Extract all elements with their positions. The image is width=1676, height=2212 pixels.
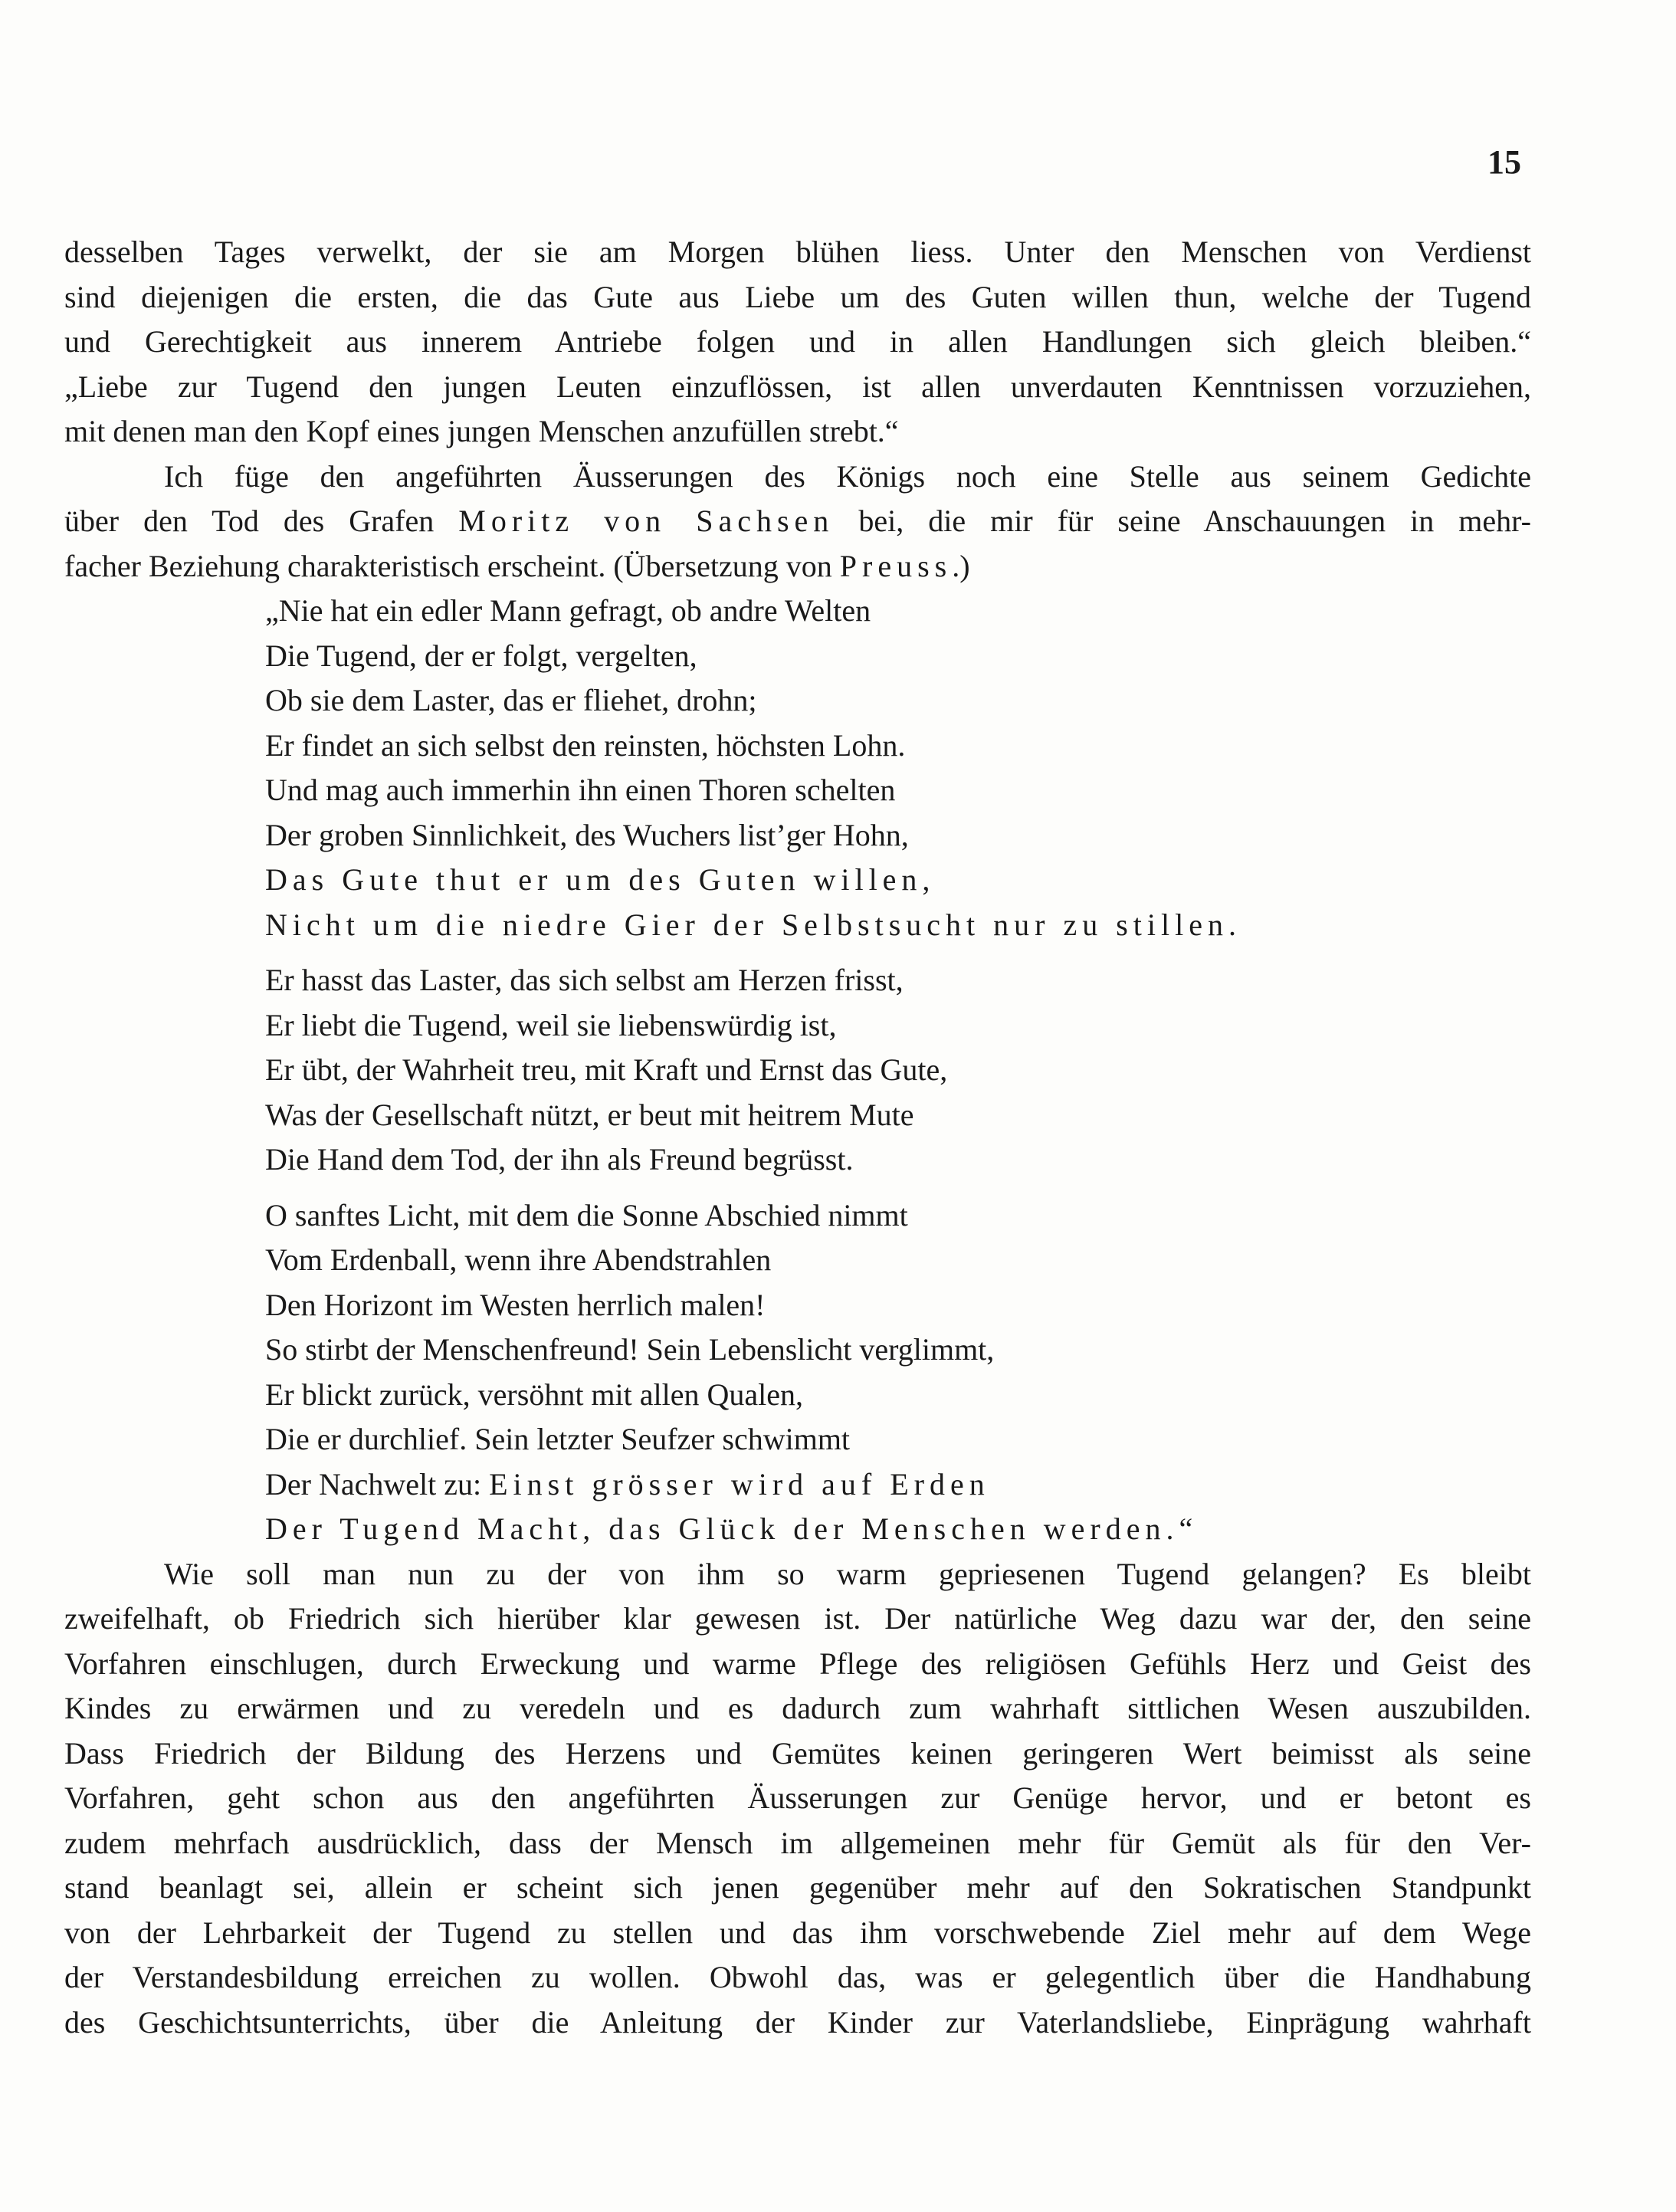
verse-line: Und mag auch immerhin ihn einen Thoren schelten <box>265 773 896 807</box>
text-line: Vorfahren, geht schon aus den angeführten Äusserungen zur Genüge hervor, und er betont es <box>64 1780 1531 1815</box>
text-line: der Verstandesbildung erreichen zu wollen. Obwohl das, was er gelegentlich über die Handhabung <box>64 1960 1531 1994</box>
text-line: Vorfahren einschlugen, durch Erweckung und warme Pflege des religiösen Gefühls Herz und Geist des <box>64 1646 1531 1681</box>
verse-line: Die Tugend, der er folgt, vergelten, <box>265 638 697 673</box>
verse-line: Den Horizont im Westen herrlich malen! <box>265 1287 766 1322</box>
text-line <box>64 544 1531 589</box>
verse-line: Was der Gesellschaft nützt, er beut mit heitrem Mute <box>265 1097 914 1132</box>
paragraph-continuation <box>64 230 1531 455</box>
text-segment: facher Beziehung charakteristisch erscheint. (Übersetzung von <box>64 548 840 583</box>
text-line <box>64 499 1531 544</box>
verse-line: So stirbt der Menschenfreund! Sein Lebenslicht verglimmt, <box>265 1332 995 1367</box>
verse-line: Vom Erdenball, wenn ihre Abendstrahlen <box>265 1242 772 1277</box>
spaced-name: Moritz von Sachsen <box>458 504 835 538</box>
text-line: des Geschichtsunterrichts, über die Anleitung der Kinder zur Vaterlandsliebe, Einprägung wahrhaft <box>64 2004 1531 2040</box>
stanza-gap <box>64 947 1531 958</box>
text-line: Wie soll man nun zu der von ihm so warm gepriesenen Tugend gelangen? Es bleibt <box>164 1556 1531 1591</box>
verse-line: Ob sie dem Laster, das er fliehet, drohn; <box>265 683 757 717</box>
text-line: zudem mehrfach ausdrücklich, dass der Mensch im allgemeinen mehr für Gemüt als für den Ver- <box>64 1825 1531 1860</box>
verse-line: Die er durchlief. Sein letzter Seufzer schwimmt <box>265 1422 851 1456</box>
poem-stanza-2 <box>64 958 1531 1183</box>
text-segment: bei, die mir für seine Anschauungen in mehr- <box>834 504 1532 538</box>
poem-stanza-1 <box>64 589 1531 947</box>
text-line: „Liebe zur Tugend den jungen Leuten einzuflössen, ist allen unverdauten Kenntnissen vorzuziehen, <box>64 369 1531 404</box>
text-line: desselben Tages verwelkt, der sie am Morgen blühen liess. Unter den Menschen von Verdienst <box>64 235 1531 269</box>
spaced-name: Preuss <box>839 548 953 583</box>
verse-line: Er hasst das Laster, das sich selbst am Herzen frisst, <box>265 963 904 997</box>
verse-line <box>265 1462 1531 1508</box>
verse-line: O sanftes Licht, mit dem die Sonne Abschied nimmt <box>265 1197 908 1232</box>
text-line: Ich füge den angeführten Äusserungen des Königs noch eine Stelle aus seinem Gedichte <box>164 458 1531 494</box>
text-line: Kindes zu erwärmen und zu veredeln und es dadurch zum wahrhaft sittlichen Wesen auszubilden. <box>64 1691 1531 1725</box>
spaced-text: Der Tugend Macht, das Glück der Menschen werden. <box>265 1511 1179 1546</box>
paragraph-intro-poem <box>64 455 1531 589</box>
page-body <box>64 230 1531 2045</box>
text-line: stand beanlagt sei, allein er scheint sich jenen gegenüber mehr auf den Sokratischen Standpunkt <box>64 1870 1531 1905</box>
spaced-text: Einst grösser wird auf Erden <box>489 1466 990 1501</box>
page-number: 15 <box>1487 143 1521 181</box>
text-line: zweifelhaft, ob Friedrich sich hierüber klar gewesen ist. Der natürliche Weg dazu war der, den seine <box>64 1601 1531 1636</box>
poem-stanza-3 <box>64 1193 1531 1552</box>
text-segment: Der Nachwelt zu: <box>265 1466 490 1501</box>
verse-line: „Nie hat ein edler Mann gefragt, ob andre Welten <box>265 593 871 628</box>
text-line: und Gerechtigkeit aus innerem Antriebe folgen und in allen Handlungen sich gleich bleiben.“ <box>64 324 1531 359</box>
verse-line <box>265 1507 1531 1552</box>
text-segment: über den Tod des Grafen <box>64 504 459 538</box>
verse-line: Er liebt die Tugend, weil sie liebenswürdig ist, <box>265 1007 837 1042</box>
verse-line-spaced: Nicht um die niedre Gier der Selbstsucht nur zu stillen. <box>265 907 1242 942</box>
verse-line: Die Hand dem Tod, der ihn als Freund begrüsst. <box>265 1142 854 1177</box>
verse-line: Er findet an sich selbst den reinsten, höchsten Lohn. <box>265 727 906 763</box>
text-line: sind diejenigen die ersten, die das Gute aus Liebe um des Guten willen thun, welche der Tugend <box>64 279 1531 314</box>
verse-line: Der groben Sinnlichkeit, des Wuchers list’ger Hohn, <box>265 817 909 852</box>
text-segment: .) <box>952 548 970 583</box>
verse-line-spaced: Das Gute thut er um des Guten willen, <box>265 862 936 897</box>
paragraph-virtue <box>64 1552 1531 2046</box>
text-line: mit denen man den Kopf eines jungen Menschen anzufüllen strebt.“ <box>64 414 899 448</box>
text-line: von der Lehrbarkeit der Tugend zu stellen und das ihm vorschwebende Ziel mehr auf dem Wege <box>64 1915 1531 1950</box>
verse-line: Er blickt zurück, versöhnt mit allen Qualen, <box>265 1377 804 1412</box>
closing-quote: “ <box>1179 1511 1193 1546</box>
stanza-gap <box>64 1183 1531 1193</box>
text-line: Dass Friedrich der Bildung des Herzens und Gemütes keinen geringeren Wert beimisst als seine <box>64 1735 1531 1771</box>
verse-line: Er übt, der Wahrheit treu, mit Kraft und Ernst das Gute, <box>265 1052 948 1087</box>
